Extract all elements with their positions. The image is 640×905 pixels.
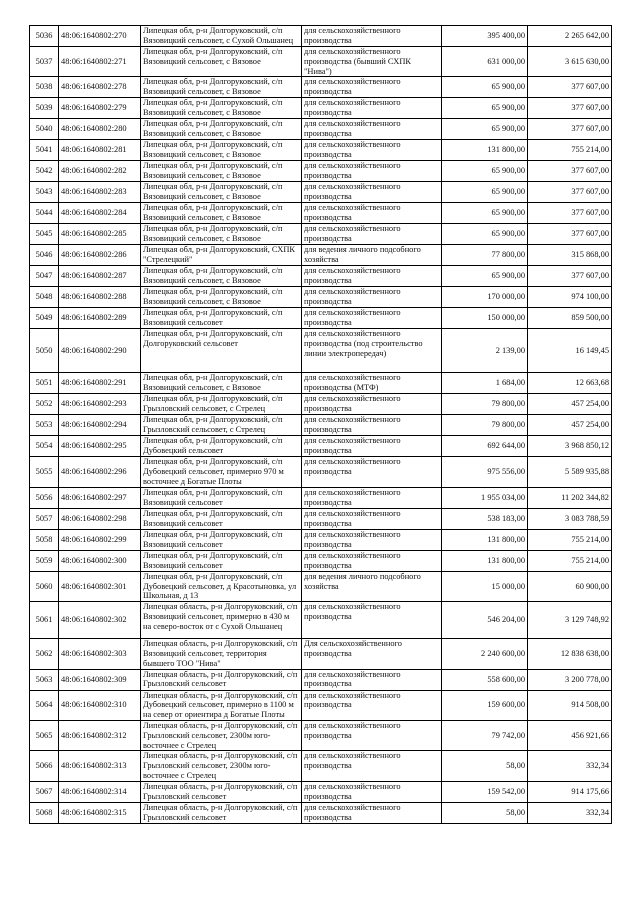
address-cell: Липецкая обл, р-н Долгоруковский, с/п Вязовицкий сельсовет, с Вязовое (141, 224, 302, 245)
table-row (30, 119, 612, 140)
table-row (30, 415, 612, 436)
area-cell: 58,00 (442, 802, 528, 823)
area-cell: 65 900,00 (442, 224, 528, 245)
table-row (30, 47, 612, 77)
table-row (30, 529, 612, 550)
cadastral-number-cell: 48:06:1640802:310 (59, 690, 141, 720)
area-cell: 2 139,00 (442, 329, 528, 373)
cadastral-number-cell: 48:06:1640802:287 (59, 266, 141, 287)
permitted-use-cell: для сельскохозяйственного производства (302, 550, 442, 571)
row-number-cell: 5060 (30, 571, 59, 601)
table-row (30, 802, 612, 823)
table-row (30, 457, 612, 487)
table-row (30, 487, 612, 508)
cadastral-value-cell: 377 607,00 (528, 182, 612, 203)
permitted-use-cell: для ведения личного подсобного хозяйства (302, 571, 442, 601)
cadastral-number-cell: 48:06:1640802:315 (59, 802, 141, 823)
table-row (30, 720, 612, 750)
row-number-cell: 5036 (30, 26, 59, 47)
area-cell: 395 400,00 (442, 26, 528, 47)
cadastral-value-cell: 457 254,00 (528, 415, 612, 436)
permitted-use-cell: для сельскохозяйственного производства (302, 436, 442, 457)
permitted-use-cell: для сельскохозяйственного производства (бывший СХПК "Нива") (302, 47, 442, 77)
row-number-cell: 5045 (30, 224, 59, 245)
permitted-use-cell: для сельскохозяйственного производства (302, 98, 442, 119)
address-cell: Липецкая обл, р-н Долгоруковский, с/п Грызловский сельсовет, с Стрелец (141, 394, 302, 415)
row-number-cell: 5059 (30, 550, 59, 571)
permitted-use-cell: для сельскохозяйственного производства (302, 77, 442, 98)
cadastral-number-cell: 48:06:1640802:288 (59, 287, 141, 308)
area-cell: 546 204,00 (442, 602, 528, 639)
row-number-cell: 5067 (30, 781, 59, 802)
address-cell: Липецкая обл, р-н Долгоруковский, с/п Вязовицкий сельсовет, с Вязовое (141, 140, 302, 161)
area-cell: 79 800,00 (442, 415, 528, 436)
address-cell: Липецкая область, р-н Долгоруковский, с/п Вязовицкий сельсовет, территория бывшего ТОО "Нива" (141, 639, 302, 669)
permitted-use-cell: для сельскохозяйственного производства (302, 415, 442, 436)
table-row (30, 98, 612, 119)
cadastral-value-cell: 3 968 850,12 (528, 436, 612, 457)
table-row (30, 203, 612, 224)
table-row (30, 436, 612, 457)
cadastral-number-cell: 48:06:1640802:294 (59, 415, 141, 436)
area-cell: 150 000,00 (442, 308, 528, 329)
row-number-cell: 5066 (30, 751, 59, 781)
cadastral-number-cell: 48:06:1640802:296 (59, 457, 141, 487)
row-number-cell: 5042 (30, 161, 59, 182)
area-cell: 1 684,00 (442, 373, 528, 394)
table-row (30, 690, 612, 720)
permitted-use-cell: для сельскохозяйственного производства (302, 669, 442, 690)
table-row (30, 550, 612, 571)
cadastral-value-cell: 377 607,00 (528, 203, 612, 224)
area-cell: 15 000,00 (442, 571, 528, 601)
row-number-cell: 5053 (30, 415, 59, 436)
cadastral-number-cell: 48:06:1640802:295 (59, 436, 141, 457)
cadastral-number-cell: 48:06:1640802:299 (59, 529, 141, 550)
address-cell: Липецкая область, р-н Долгоруковский, с/п Вязовицкий сельсовет, примерно в 430 м на северо-восток от с Сухой Ольшанец (141, 602, 302, 639)
cadastral-number-cell: 48:06:1640802:289 (59, 308, 141, 329)
address-cell: Липецкая обл, р-н Долгоруковский, с/п Вязовицкий сельсовет, с Вязовое (141, 119, 302, 140)
permitted-use-cell: для сельскохозяйственного производства (302, 287, 442, 308)
table-row (30, 245, 612, 266)
permitted-use-cell: для сельскохозяйственного производства (302, 751, 442, 781)
area-cell: 65 900,00 (442, 98, 528, 119)
permitted-use-cell: для ведения личного подсобного хозяйства (302, 245, 442, 266)
cadastral-value-cell: 755 214,00 (528, 140, 612, 161)
area-cell: 975 556,00 (442, 457, 528, 487)
cadastral-number-cell: 48:06:1640802:297 (59, 487, 141, 508)
cadastral-number-cell: 48:06:1640802:286 (59, 245, 141, 266)
address-cell: Липецкая обл, р-н Долгоруковский, с/п Дубовецкий сельсовет (141, 436, 302, 457)
cadastral-number-cell: 48:06:1640802:278 (59, 77, 141, 98)
row-number-cell: 5061 (30, 602, 59, 639)
cadastral-value-cell: 755 214,00 (528, 529, 612, 550)
address-cell: Липецкая обл, р-н Долгоруковский, с/п Вязовицкий сельсовет, с Вязовое (141, 266, 302, 287)
cadastral-number-cell: 48:06:1640802:280 (59, 119, 141, 140)
address-cell: Липецкая обл, р-н Долгоруковский, с/п Вязовицкий сельсовет, с Вязовое (141, 203, 302, 224)
cadastral-value-cell: 3 129 748,92 (528, 602, 612, 639)
row-number-cell: 5054 (30, 436, 59, 457)
table-row (30, 329, 612, 373)
area-cell: 159 600,00 (442, 690, 528, 720)
permitted-use-cell: для сельскохозяйственного производства (302, 487, 442, 508)
table-row (30, 26, 612, 47)
cadastral-value-cell: 332,34 (528, 751, 612, 781)
cadastral-value-cell: 377 607,00 (528, 119, 612, 140)
table-row (30, 140, 612, 161)
area-cell: 65 900,00 (442, 77, 528, 98)
table-row (30, 639, 612, 669)
permitted-use-cell: для сельскохозяйственного производства (302, 203, 442, 224)
permitted-use-cell: для сельскохозяйственного производства (302, 690, 442, 720)
cadastral-number-cell: 48:06:1640802:291 (59, 373, 141, 394)
area-cell: 692 644,00 (442, 436, 528, 457)
area-cell: 79 742,00 (442, 720, 528, 750)
land-plots-table (29, 25, 612, 824)
row-number-cell: 5063 (30, 669, 59, 690)
cadastral-value-cell: 456 921,66 (528, 720, 612, 750)
address-cell: Липецкая обл, р-н Долгоруковский, с/п Вязовицкий сельсовет (141, 487, 302, 508)
cadastral-number-cell: 48:06:1640802:302 (59, 602, 141, 639)
permitted-use-cell: для сельскохозяйственного производства (302, 182, 442, 203)
row-number-cell: 5057 (30, 508, 59, 529)
row-number-cell: 5065 (30, 720, 59, 750)
area-cell: 131 800,00 (442, 550, 528, 571)
cadastral-number-cell: 48:06:1640802:293 (59, 394, 141, 415)
address-cell: Липецкая обл, р-н Долгоруковский, с/п Вязовицкий сельсовет, с Вязовое (141, 182, 302, 203)
table-row (30, 602, 612, 639)
cadastral-number-cell: 48:06:1640802:301 (59, 571, 141, 601)
row-number-cell: 5039 (30, 98, 59, 119)
cadastral-number-cell: 48:06:1640802:312 (59, 720, 141, 750)
cadastral-value-cell: 377 607,00 (528, 224, 612, 245)
permitted-use-cell: для сельскохозяйственного производства (302, 394, 442, 415)
table-row (30, 287, 612, 308)
area-cell: 131 800,00 (442, 140, 528, 161)
cadastral-value-cell: 377 607,00 (528, 77, 612, 98)
permitted-use-cell: для сельскохозяйственного производства (302, 266, 442, 287)
address-cell: Липецкая обл, р-н Долгоруковский, с/п Вязовицкий сельсовет, с Вязовое (141, 47, 302, 77)
area-cell: 65 900,00 (442, 266, 528, 287)
cadastral-number-cell: 48:06:1640802:314 (59, 781, 141, 802)
table-row (30, 394, 612, 415)
cadastral-value-cell: 12 663,68 (528, 373, 612, 394)
permitted-use-cell: для сельскохозяйственного производства (302, 140, 442, 161)
cadastral-value-cell: 2 265 642,00 (528, 26, 612, 47)
address-cell: Липецкая область, р-н Долгоруковский, с/п Грызловский сельсовет, 2300м юго-восточнее с Стрелец (141, 751, 302, 781)
area-cell: 77 800,00 (442, 245, 528, 266)
cadastral-number-cell: 48:06:1640802:298 (59, 508, 141, 529)
permitted-use-cell: для сельскохозяйственного производства (302, 26, 442, 47)
permitted-use-cell: для сельскохозяйственного производства (302, 224, 442, 245)
permitted-use-cell: для сельскохозяйственного производства (302, 781, 442, 802)
area-cell: 2 240 600,00 (442, 639, 528, 669)
cadastral-number-cell: 48:06:1640802:270 (59, 26, 141, 47)
address-cell: Липецкая обл, р-н Долгоруковский, с/п Грызловский сельсовет, с Стрелец (141, 415, 302, 436)
cadastral-number-cell: 48:06:1640802:284 (59, 203, 141, 224)
row-number-cell: 5037 (30, 47, 59, 77)
cadastral-value-cell: 755 214,00 (528, 550, 612, 571)
permitted-use-cell: для сельскохозяйственного производства (302, 457, 442, 487)
cadastral-value-cell: 12 838 638,00 (528, 639, 612, 669)
row-number-cell: 5058 (30, 529, 59, 550)
row-number-cell: 5050 (30, 329, 59, 373)
address-cell: Липецкая обл, р-н Долгоруковский, с/п Вязовицкий сельсовет, с Вязовое (141, 161, 302, 182)
area-cell: 1 955 034,00 (442, 487, 528, 508)
address-cell: Липецкая обл, р-н Долгоруковский, с/п Вязовицкий сельсовет (141, 508, 302, 529)
cadastral-number-cell: 48:06:1640802:271 (59, 47, 141, 77)
row-number-cell: 5047 (30, 266, 59, 287)
area-cell: 58,00 (442, 751, 528, 781)
permitted-use-cell: для сельскохозяйственного производства (302, 720, 442, 750)
address-cell: Липецкая обл, р-н Долгоруковский, с/п Дубовецкий сельсовет, примерно 970 м восточнее д Богатые Плоты (141, 457, 302, 487)
permitted-use-cell: для сельскохозяйственного производства (302, 161, 442, 182)
cadastral-number-cell: 48:06:1640802:313 (59, 751, 141, 781)
row-number-cell: 5049 (30, 308, 59, 329)
cadastral-number-cell: 48:06:1640802:309 (59, 669, 141, 690)
address-cell: Липецкая обл, р-н Долгоруковский, с/п Долгоруковский сельсовет (141, 329, 302, 373)
cadastral-value-cell: 11 202 344,82 (528, 487, 612, 508)
cadastral-value-cell: 859 500,00 (528, 308, 612, 329)
permitted-use-cell: для сельскохозяйственного производства (302, 802, 442, 823)
address-cell: Липецкая обл, р-н Долгоруковский, с/п Вязовицкий сельсовет, с Вязовое (141, 98, 302, 119)
table-row (30, 266, 612, 287)
row-number-cell: 5056 (30, 487, 59, 508)
area-cell: 170 000,00 (442, 287, 528, 308)
table-row (30, 224, 612, 245)
area-cell: 79 800,00 (442, 394, 528, 415)
cadastral-value-cell: 5 589 935,88 (528, 457, 612, 487)
permitted-use-cell: для сельскохозяйственного производства (302, 119, 442, 140)
row-number-cell: 5043 (30, 182, 59, 203)
area-cell: 131 800,00 (442, 529, 528, 550)
permitted-use-cell: для сельскохозяйственного производства (302, 308, 442, 329)
row-number-cell: 5064 (30, 690, 59, 720)
address-cell: Липецкая обл, р-н Долгоруковский, с/п Вязовицкий сельсовет (141, 308, 302, 329)
cadastral-value-cell: 16 149,45 (528, 329, 612, 373)
row-number-cell: 5055 (30, 457, 59, 487)
table-row (30, 751, 612, 781)
table-row (30, 308, 612, 329)
cadastral-value-cell: 332,34 (528, 802, 612, 823)
address-cell: Липецкая обл, р-н Долгоруковский, с/п Дубовецкий сельсовет, д Красотыновка, ул Школьная, д 13 (141, 571, 302, 601)
cadastral-number-cell: 48:06:1640802:290 (59, 329, 141, 373)
cadastral-value-cell: 3 200 778,00 (528, 669, 612, 690)
area-cell: 65 900,00 (442, 203, 528, 224)
address-cell: Липецкая область, р-н Долгоруковский, с/п Грызловский сельсовет (141, 781, 302, 802)
address-cell: Липецкая область, р-н Долгоруковский, с/п Дубовецкий сельсовет, примерно в 1100 м на север от ориентира д Богатые Плоты (141, 690, 302, 720)
address-cell: Липецкая обл, р-н Долгоруковский, с/п Вязовицкий сельсовет, с Вязовое (141, 373, 302, 394)
table-row (30, 182, 612, 203)
cadastral-value-cell: 914 175,66 (528, 781, 612, 802)
address-cell: Липецкая область, р-н Долгоруковский, с/п Грызловский сельсовет, 2300м юго-восточнее с Стрелец (141, 720, 302, 750)
cadastral-number-cell: 48:06:1640802:303 (59, 639, 141, 669)
cadastral-value-cell: 3 083 788,59 (528, 508, 612, 529)
table-row (30, 571, 612, 601)
cadastral-value-cell: 3 615 630,00 (528, 47, 612, 77)
permitted-use-cell: для сельскохозяйственного производства (302, 529, 442, 550)
cadastral-number-cell: 48:06:1640802:300 (59, 550, 141, 571)
permitted-use-cell: для сельскохозяйственного производства (302, 602, 442, 639)
table-row (30, 161, 612, 182)
row-number-cell: 5041 (30, 140, 59, 161)
row-number-cell: 5048 (30, 287, 59, 308)
cadastral-value-cell: 377 607,00 (528, 98, 612, 119)
row-number-cell: 5040 (30, 119, 59, 140)
address-cell: Липецкая обл, р-н Долгоруковский, с/п Вязовицкий сельсовет, с Вязовое (141, 287, 302, 308)
cadastral-number-cell: 48:06:1640802:281 (59, 140, 141, 161)
row-number-cell: 5044 (30, 203, 59, 224)
address-cell: Липецкая область, р-н Долгоруковский, с/п Грызловский сельсовет (141, 802, 302, 823)
cadastral-value-cell: 974 100,00 (528, 287, 612, 308)
address-cell: Липецкая обл, р-н Долгоруковский, с/п Вязовицкий сельсовет (141, 550, 302, 571)
permitted-use-cell: для сельскохозяйственного производства (под строительство линии электропередач) (302, 329, 442, 373)
cadastral-value-cell: 60 900,00 (528, 571, 612, 601)
table-row (30, 781, 612, 802)
table-row (30, 373, 612, 394)
area-cell: 631 000,00 (442, 47, 528, 77)
row-number-cell: 5062 (30, 639, 59, 669)
row-number-cell: 5052 (30, 394, 59, 415)
table-row (30, 508, 612, 529)
row-number-cell: 5046 (30, 245, 59, 266)
permitted-use-cell: Для сельскохозяйственного производства (302, 639, 442, 669)
area-cell: 65 900,00 (442, 119, 528, 140)
address-cell: Липецкая обл, р-н Долгоруковский, с/п Вязовицкий сельсовет, с Вязовое (141, 77, 302, 98)
cadastral-value-cell: 457 254,00 (528, 394, 612, 415)
area-cell: 65 900,00 (442, 182, 528, 203)
cadastral-number-cell: 48:06:1640802:283 (59, 182, 141, 203)
row-number-cell: 5051 (30, 373, 59, 394)
address-cell: Липецкая область, р-н Долгоруковский, с/п Грызловский сельсовет (141, 669, 302, 690)
address-cell: Липецкая обл, р-н Долгоруковский, СХПК "Стрелецкий" (141, 245, 302, 266)
permitted-use-cell: для сельскохозяйственного производства (МТФ) (302, 373, 442, 394)
area-cell: 558 600,00 (442, 669, 528, 690)
table-row (30, 77, 612, 98)
cadastral-value-cell: 377 607,00 (528, 266, 612, 287)
address-cell: Липецкая обл, р-н Долгоруковский, с/п Вязовицкий сельсовет, с Сухой Ольшанец (141, 26, 302, 47)
area-cell: 538 183,00 (442, 508, 528, 529)
area-cell: 159 542,00 (442, 781, 528, 802)
row-number-cell: 5068 (30, 802, 59, 823)
cadastral-value-cell: 914 508,00 (528, 690, 612, 720)
area-cell: 65 900,00 (442, 161, 528, 182)
cadastral-number-cell: 48:06:1640802:279 (59, 98, 141, 119)
permitted-use-cell: для сельскохозяйственного производства (302, 508, 442, 529)
cadastral-value-cell: 377 607,00 (528, 161, 612, 182)
cadastral-number-cell: 48:06:1640802:285 (59, 224, 141, 245)
table-row (30, 669, 612, 690)
cadastral-number-cell: 48:06:1640802:282 (59, 161, 141, 182)
row-number-cell: 5038 (30, 77, 59, 98)
address-cell: Липецкая обл, р-н Долгоруковский, с/п Вязовицкий сельсовет (141, 529, 302, 550)
land-plots-table-body (30, 26, 612, 824)
cadastral-value-cell: 315 868,00 (528, 245, 612, 266)
